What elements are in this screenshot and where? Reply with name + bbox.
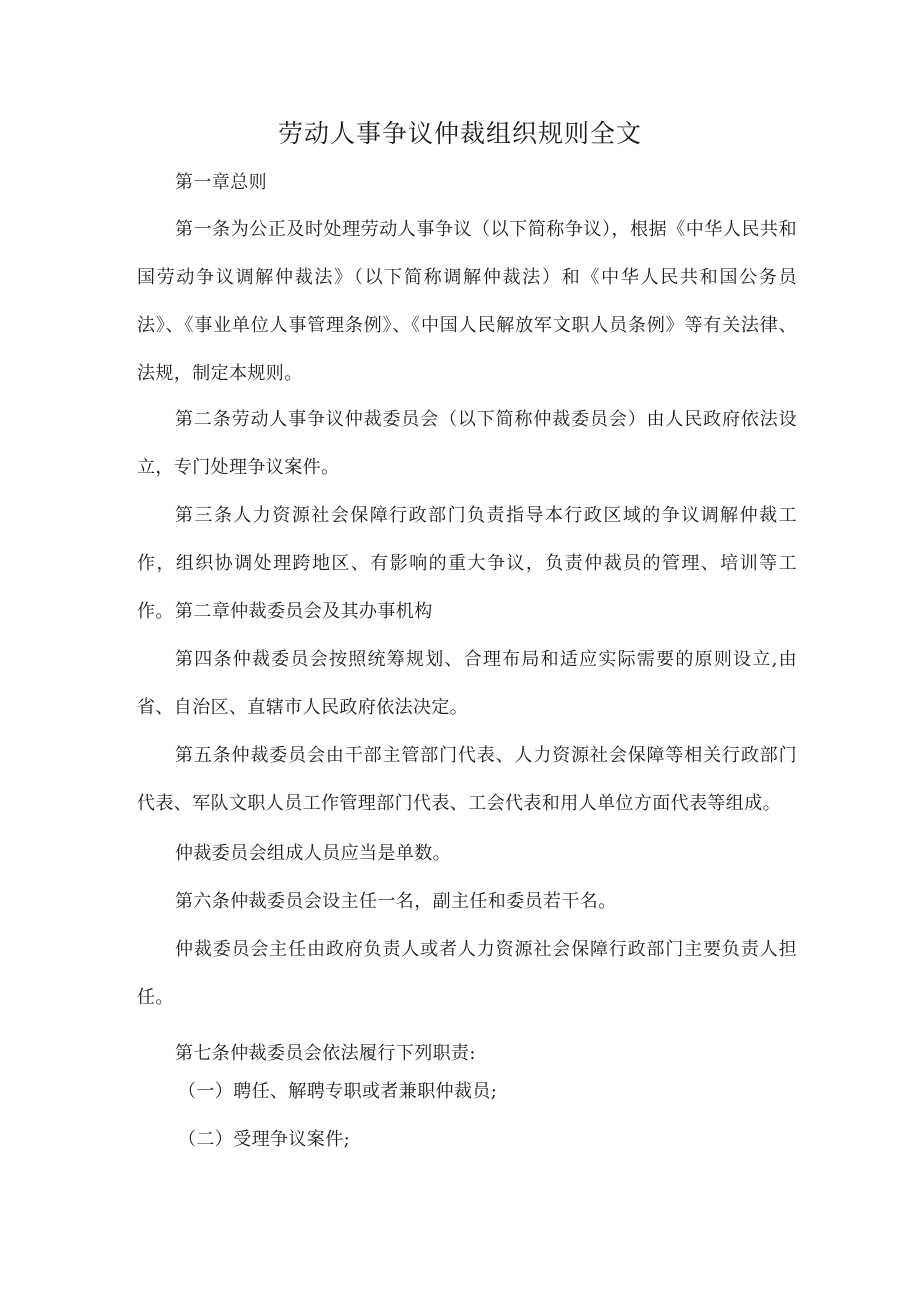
committee-odd-number-paragraph: 仲裁委员会组成人员应当是单数。: [175, 843, 451, 864]
article-7-paragraph: 第七条仲裁委员会依法履行下列职责:: [175, 1043, 476, 1064]
list-item: （二）受理争议案件;: [178, 1129, 351, 1150]
article-2-paragraph: 第二条劳动人事争议仲裁委员会（以下简称仲裁委员会）由人民政府依法设立，专门处理争议案件。: [137, 409, 797, 478]
article-4-paragraph: 第四条仲裁委员会按照统筹规划、合理布局和适应实际需要的原则设立,由省、自治区、直辖市人民政府依法决定。: [137, 649, 797, 718]
article-1-paragraph: 第一条为公正及时处理劳动人事争议（以下简称争议），根据《中华人民共和国劳动争议调解仲裁法》（以下简称调解仲裁法）和《中华人民共和国公务员法》、《事业单位人事管理条例》、《中国人民解放军文职人员条例》等有关法律、法规，制定本规则。: [137, 219, 797, 384]
list-item: （一）聘任、解聘专职或者兼职仲裁员;: [178, 1081, 498, 1102]
document-title: 劳动人事争议仲裁组织规则全文: [277, 119, 642, 148]
article-3-paragraph: 第三条人力资源社会保障行政部门负责指导本行政区域的争议调解仲裁工作，组织协调处理跨地区、有影响的重大争议，负责仲裁员的管理、培训等工作。: [137, 505, 797, 622]
article-6-paragraph: 第六条仲裁委员会设主任一名，副主任和委员若干名。: [175, 891, 617, 912]
chapter-two-heading: 第二章仲裁委员会及其办事机构: [175, 601, 433, 622]
article-5-paragraph: 第五条仲裁委员会由干部主管部门代表、人力资源社会保障等相关行政部门代表、军队文职人员工作管理部门代表、工会代表和用人单位方面代表等组成。: [137, 745, 797, 814]
committee-director-paragraph: 仲裁委员会主任由政府负责人或者人力资源社会保障行政部门主要负责人担任。: [137, 939, 797, 1008]
chapter-one-heading: 第一章总则: [175, 172, 267, 193]
